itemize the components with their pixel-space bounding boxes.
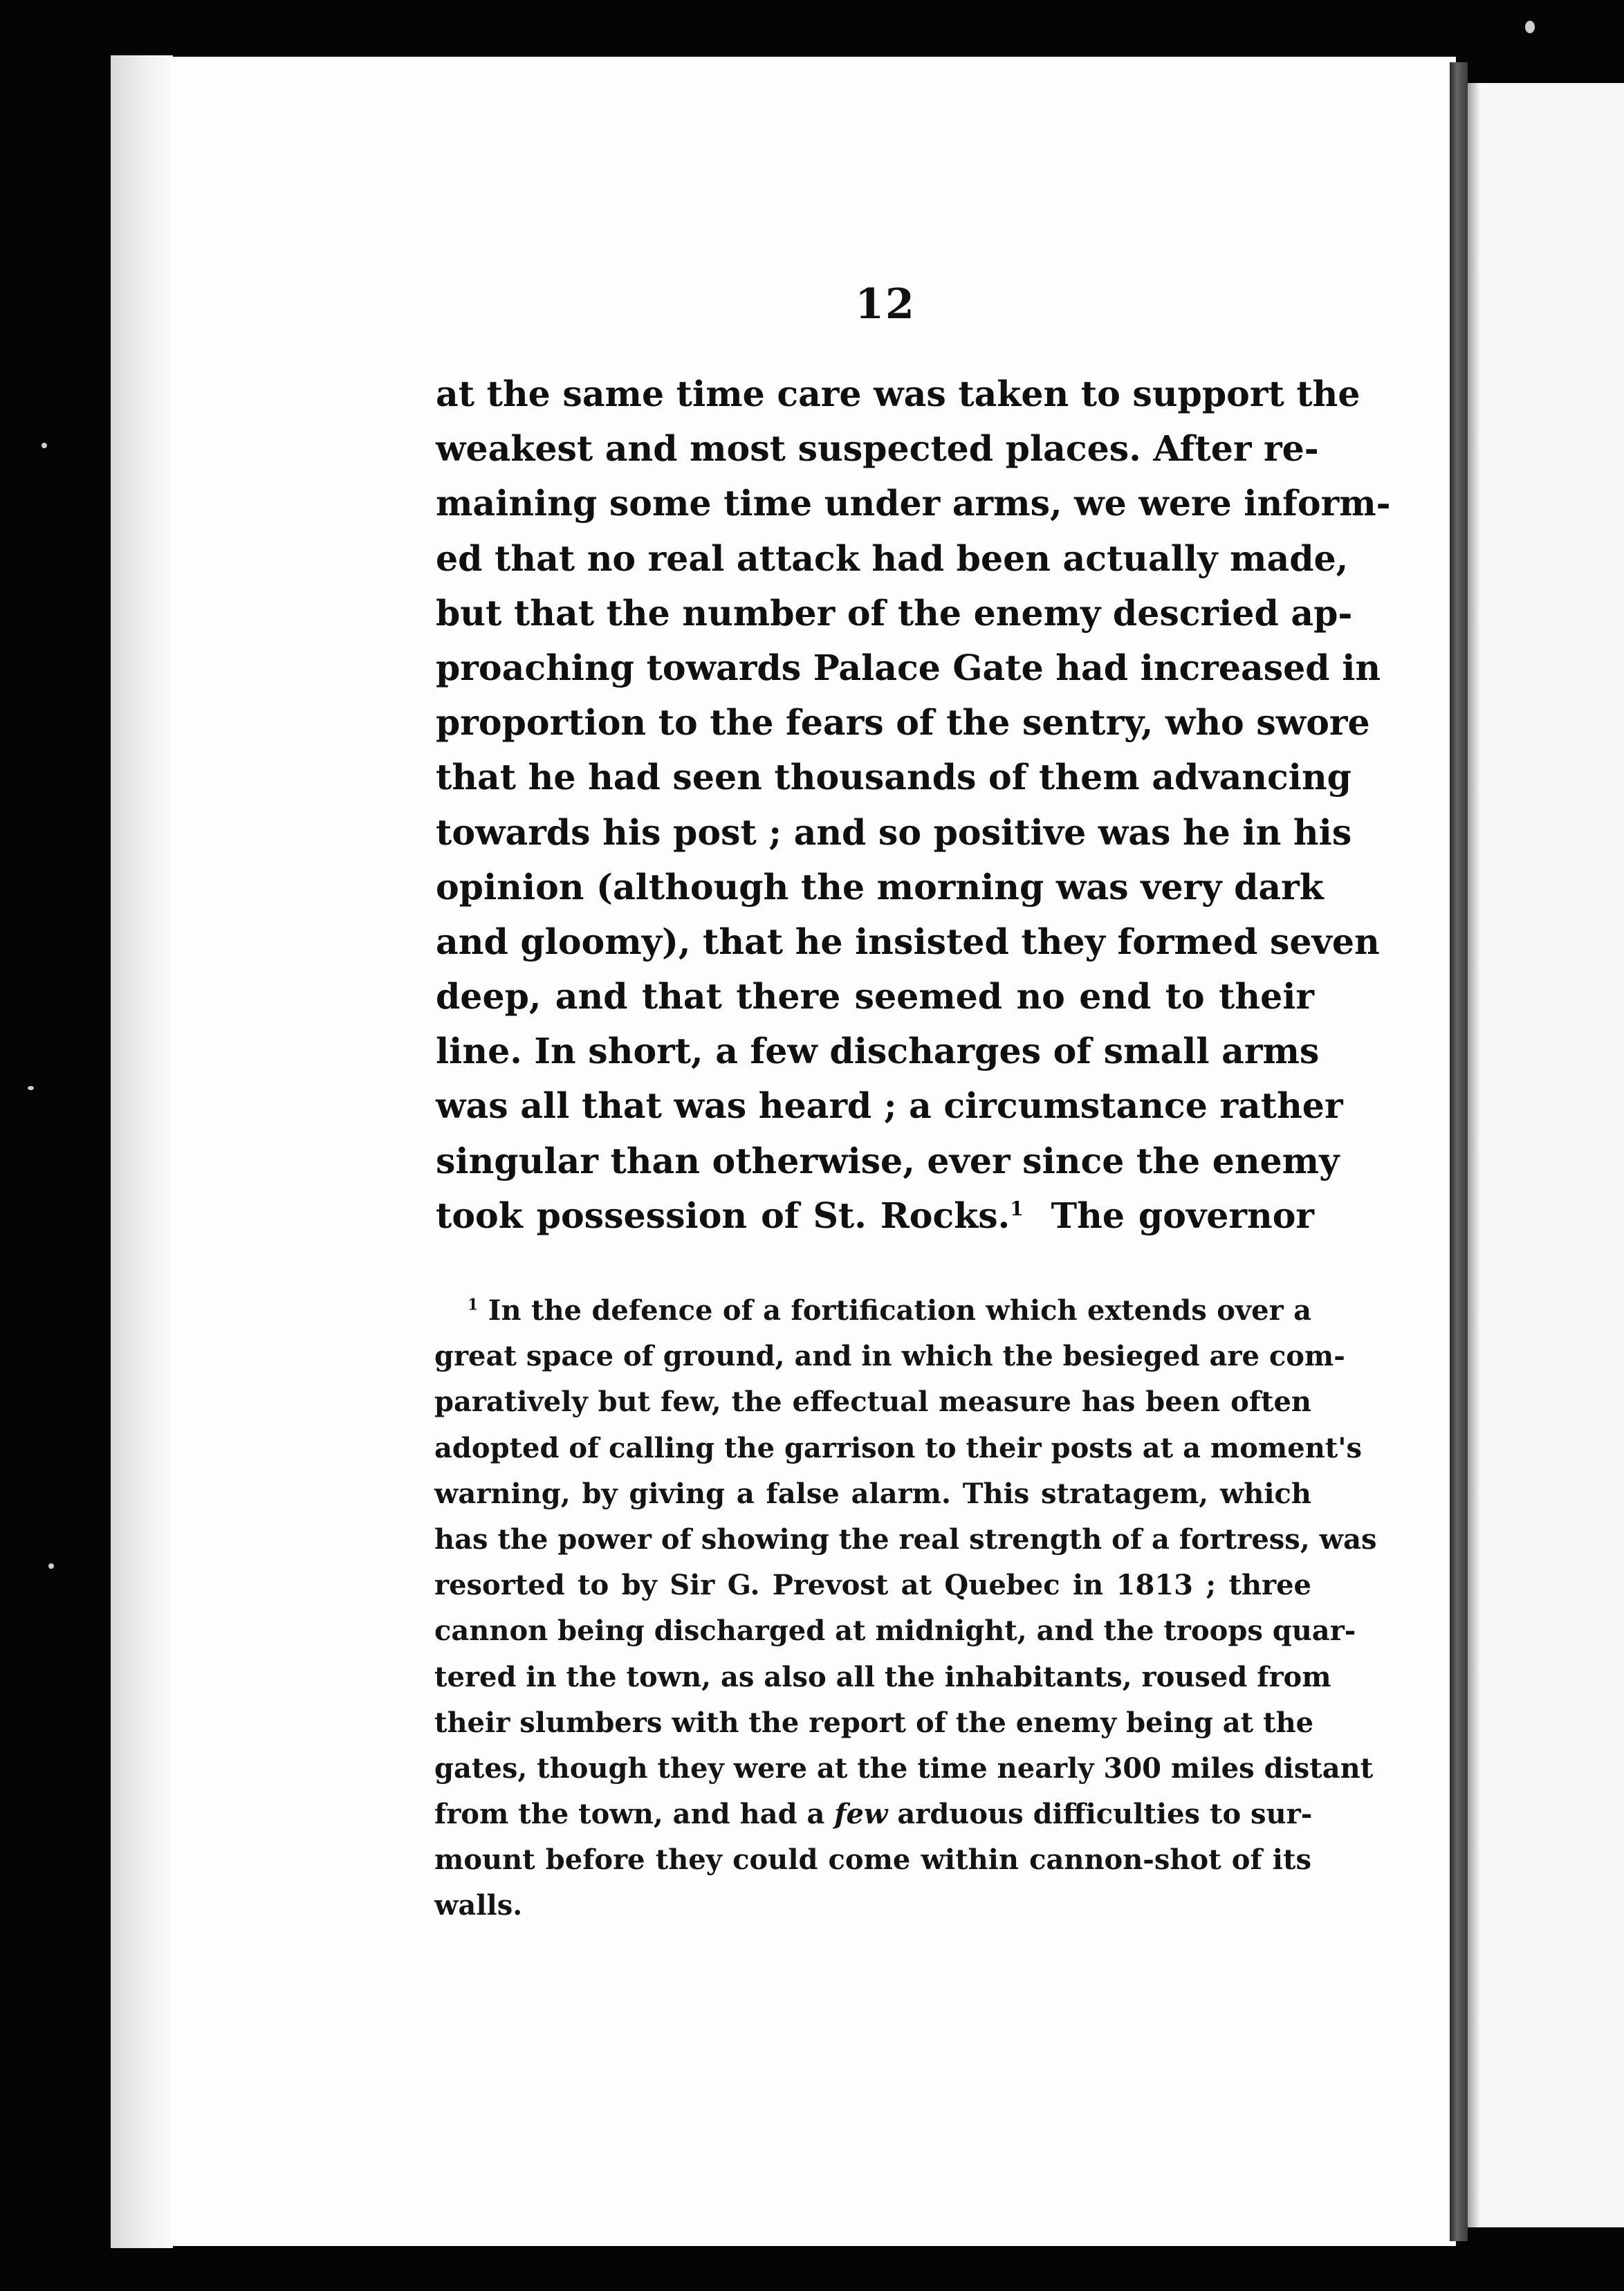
footnote-italic-word: few xyxy=(834,1798,888,1831)
scan-speck xyxy=(1525,21,1535,33)
body-last-line-text: took possession of St. Rocks. xyxy=(436,1195,1011,1236)
footnote-line: has the power of showing the real strength of a fortress, was xyxy=(434,1522,1377,1556)
body-line: ed that no real attack had been actually made, xyxy=(436,537,1349,579)
footnote-line xyxy=(434,1288,1311,1334)
footnote-last-line: walls. xyxy=(434,1889,523,1922)
body-line: that he had seen thousands of them advancing xyxy=(436,757,1351,798)
footnote-line: gates, though they were at the time nearly 300 miles distant xyxy=(434,1751,1374,1785)
footnote-line-text: In the defence of a fortification which extends over a xyxy=(488,1294,1312,1327)
page-left-edge xyxy=(111,55,173,2248)
body-line: and gloomy), that he insisted they formed seven xyxy=(436,921,1380,962)
body-line: line. In short, a few discharges of small arms xyxy=(436,1031,1320,1072)
footnote-line: cannon being discharged at midnight, and the troops quar- xyxy=(434,1614,1356,1648)
page-number: 12 xyxy=(855,280,916,329)
body-line: at the same time care was taken to support the xyxy=(436,374,1360,414)
body-line: but that the number of the enemy descried ap- xyxy=(436,592,1353,634)
body-line: opinion (although the morning was very dark xyxy=(436,866,1324,908)
footnote-marker: 1 xyxy=(468,1296,479,1314)
footnote-line-text: from the town, and had a xyxy=(434,1798,835,1831)
body-last-line-tail: The governor xyxy=(1023,1195,1315,1236)
footnote-line xyxy=(434,1792,1311,1837)
footnote-line: mount before they could come within cannon-shot of its xyxy=(434,1843,1311,1877)
footnote-reference[interactable]: 1 xyxy=(1010,1197,1024,1220)
facing-page-shade xyxy=(1468,83,1480,2227)
footnote-line: resorted to by Sir G. Prevost at Quebec in 1813 ; three xyxy=(434,1569,1311,1602)
footnote-line: great space of ground, and in which the besieged are com- xyxy=(434,1340,1345,1373)
footnote-line: paratively but few, the effectual measure has been often xyxy=(434,1386,1311,1419)
footnote-line: tered in the town, as also all the inhabitants, roused from xyxy=(434,1660,1331,1693)
body-text xyxy=(436,367,1391,1243)
footnote xyxy=(434,1288,1377,1929)
body-line: proaching towards Palace Gate had increased in xyxy=(436,647,1381,688)
body-line: was all that was heard ; a circumstance rather xyxy=(436,1085,1343,1127)
body-line: deep, and that there seemed no end to their xyxy=(436,976,1314,1018)
page-spine-shadow xyxy=(1450,62,1468,2241)
body-line: weakest and most suspected places. After re- xyxy=(436,428,1319,470)
body-last-line xyxy=(436,1188,1314,1243)
facing-page-strip xyxy=(1468,83,1624,2227)
footnote-line: their slumbers with the report of the enemy being at the xyxy=(434,1706,1314,1739)
footnote-line-text: arduous difficulties to sur- xyxy=(887,1798,1313,1831)
footnote-line: adopted of calling the garrison to their posts at a moment's xyxy=(434,1431,1363,1464)
body-line: singular than otherwise, ever since the enemy xyxy=(436,1140,1340,1181)
body-line: proportion to the fears of the sentry, who swore xyxy=(436,702,1370,744)
scan-speck xyxy=(48,1563,54,1569)
body-line: towards his post ; and so positive was he in his xyxy=(436,811,1352,853)
scan-speck xyxy=(28,1086,34,1090)
footnote-line: warning, by giving a false alarm. This stratagem, which xyxy=(434,1477,1311,1510)
scan-speck xyxy=(41,443,47,448)
body-line: maining some time under arms, we were inform- xyxy=(436,483,1391,524)
